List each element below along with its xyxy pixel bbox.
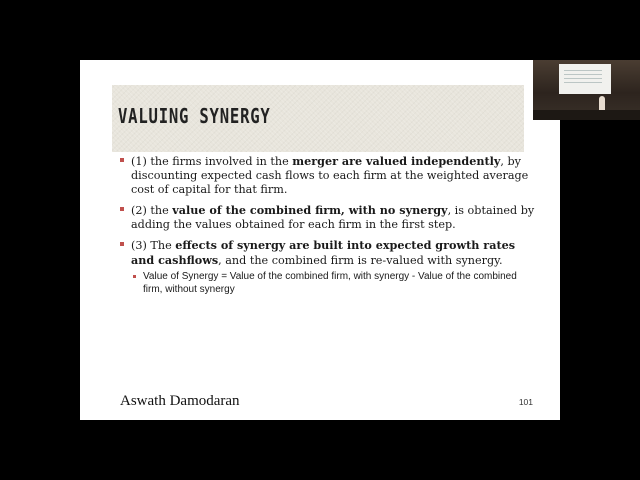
bullet-text: (3) The [131,239,176,252]
bullet-item-1 [118,154,538,197]
presentation-slide [80,60,560,420]
projection-screen-image [559,64,611,94]
bullet-item-3 [118,238,538,296]
bullet-bold-text: merger are valued independently [292,154,501,168]
slide-title: VALUING SYNERGY [118,104,271,128]
bullet-item-2 [118,203,538,232]
bullet-text: , is obtained by adding the values obtained for each firm in the first step. [131,204,535,231]
bullet-bold-text: value of the combined firm, with no synergy [172,203,448,217]
slide-author: Aswath Damodaran [120,393,240,409]
sub-bullet-synergy-formula: Value of Synergy = Value of the combined firm, with synergy - Value of the combined firm, without synergy [131,271,538,296]
bullet-bold-text: effects of synergy are built into expected growth rates and cashflows [131,238,516,267]
bullet-text: , and the combined firm is re-valued with synergy. [218,254,503,267]
bullet-text: , by discounting expected cash flows to each firm at the weighted average cost of capital for that firm. [131,155,529,196]
bullet-text: (2) the [131,204,173,217]
slide-content [118,154,538,302]
slide-page-number: 101 [518,397,533,407]
speaker-video-thumbnail [533,60,640,120]
bullet-text: (1) the firms involved in the [131,155,293,168]
stage-floor-image [533,110,640,120]
